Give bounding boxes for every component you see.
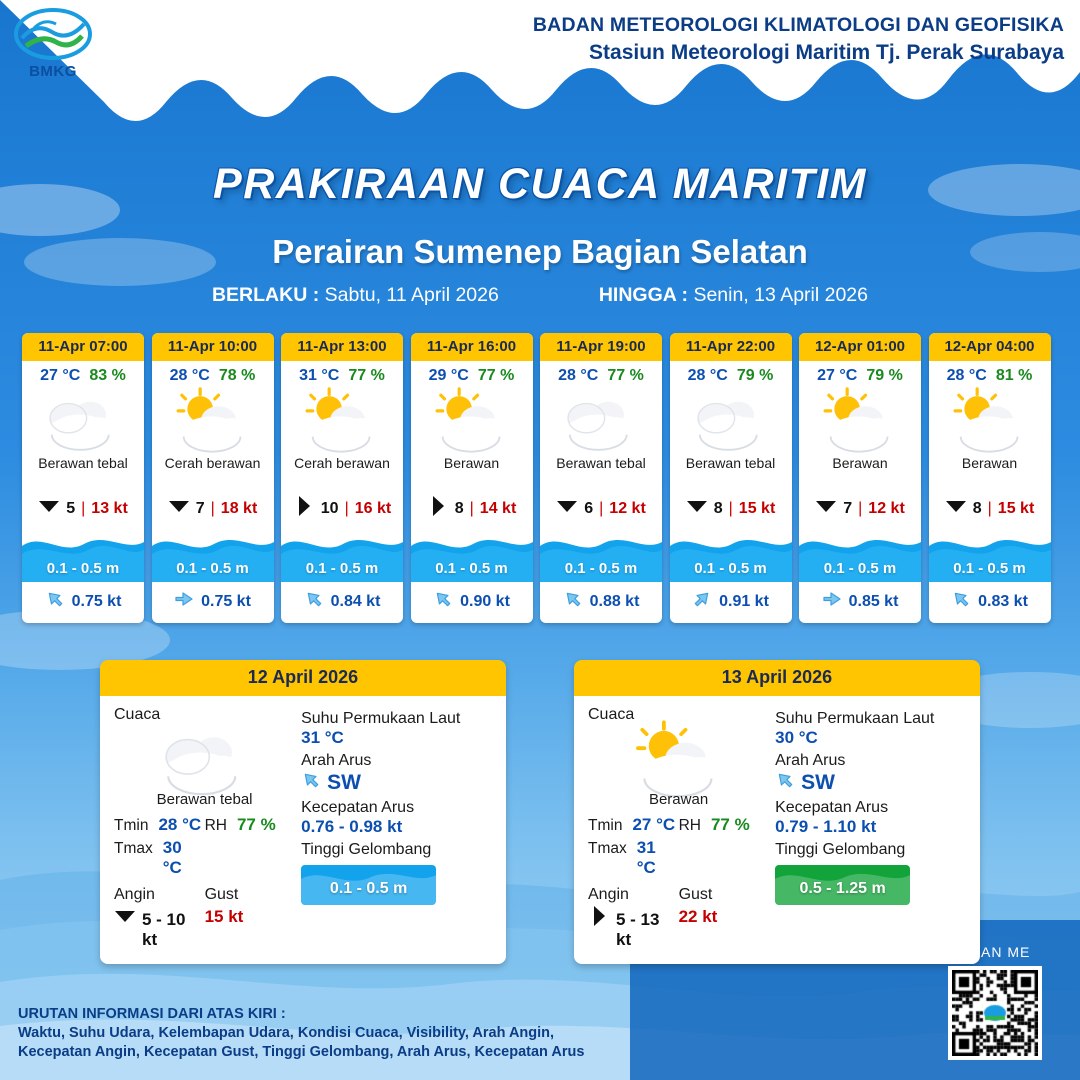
daily-wave-box — [301, 865, 436, 905]
hourly-current — [152, 582, 274, 623]
wind-direction-icon — [556, 497, 578, 520]
hourly-wind-direction-value: 10 — [320, 499, 339, 517]
gust-label: Gust — [678, 886, 713, 903]
hourly-condition: Berawan tebal — [556, 455, 646, 471]
hourly-wind-speed: 13 kt — [91, 499, 128, 517]
wind-separator: | — [344, 499, 349, 517]
hourly-wind — [540, 487, 662, 528]
wind-direction-icon — [588, 907, 610, 930]
wave-height-label: Tinggi Gelombang — [775, 841, 906, 858]
hourly-wind-direction-value: 8 — [972, 499, 982, 517]
hourly-temperature: 28 °C — [946, 367, 987, 384]
hourly-wave-height: 0.1 - 0.5 m — [564, 560, 638, 577]
daily-tmax: 30 °C — [162, 838, 182, 877]
agency-line-1: BADAN METEOROLOGI KLIMATOLOGI DAN GEOFISIKA — [532, 14, 1064, 36]
rh-label: RH — [678, 817, 701, 834]
hourly-condition: Berawan — [832, 455, 888, 471]
cloudy-icon — [540, 387, 662, 453]
hourly-card — [411, 333, 533, 623]
hourly-temp-rh — [411, 361, 533, 387]
hourly-wind-direction-value: 5 — [66, 499, 76, 517]
daily-sst: 31 °C — [301, 728, 344, 747]
hourly-condition: Cerah berawan — [164, 455, 261, 471]
cloudy-icon — [114, 727, 295, 791]
current-direction-icon — [822, 589, 842, 614]
hourly-wind-speed: 18 kt — [220, 499, 258, 517]
tmin-label: Tmin — [588, 817, 623, 834]
hourly-wind-direction-value: 7 — [843, 499, 853, 517]
daily-weather-label: Cuaca — [114, 706, 161, 723]
hourly-wave-band — [799, 528, 921, 582]
page-header — [0, 0, 1080, 88]
bmkg-logo-label: BMKG — [29, 63, 77, 80]
hourly-wave-height: 0.1 - 0.5 m — [176, 560, 249, 577]
hourly-wave-band — [929, 528, 1051, 582]
hourly-temp-rh — [929, 361, 1051, 387]
current-direction-label: Arah Arus — [775, 752, 846, 769]
hourly-wave-height: 0.1 - 0.5 m — [953, 560, 1026, 577]
daily-rh: 77 % — [236, 815, 276, 834]
current-direction-icon — [563, 589, 583, 614]
hourly-current — [929, 582, 1051, 623]
hourly-temp-rh — [670, 361, 792, 387]
hourly-condition: Berawan — [443, 455, 500, 471]
hourly-card — [152, 333, 274, 623]
partly-sunny-icon — [281, 387, 403, 453]
wind-direction-icon — [686, 497, 708, 520]
hourly-time: 11-Apr 07:00 — [22, 333, 144, 361]
hourly-humidity: 77 % — [477, 367, 515, 384]
tmax-label: Tmax — [588, 840, 627, 857]
hourly-current-speed: 0.88 kt — [589, 592, 640, 610]
hourly-wave-band — [540, 528, 662, 582]
daily-condition: Berawan tebal — [156, 791, 253, 808]
hourly-wind-direction-value: 8 — [713, 499, 723, 517]
valid-from-label: BERLAKU : — [211, 284, 320, 306]
wind-separator: | — [81, 499, 86, 517]
partly-sunny-icon — [152, 387, 274, 453]
hourly-temp-rh — [799, 361, 921, 387]
hourly-humidity: 79 % — [866, 367, 903, 384]
hourly-current — [540, 582, 662, 623]
hourly-temp-rh — [281, 361, 403, 387]
hourly-card — [281, 333, 403, 623]
hourly-wind-direction-value: 7 — [195, 499, 205, 517]
hourly-current-speed: 0.83 kt — [978, 592, 1028, 610]
sst-label: Suhu Permukaan Laut — [775, 710, 935, 727]
valid-from — [212, 284, 499, 307]
hourly-temp-rh — [152, 361, 274, 387]
legend-line-1: URUTAN INFORMASI DARI ATAS KIRI : — [18, 1005, 286, 1022]
tmax-label: Tmax — [114, 840, 153, 857]
hourly-wave-height: 0.1 - 0.5 m — [305, 560, 379, 577]
daily-current-direction: SW — [801, 770, 835, 794]
hourly-humidity: 78 % — [218, 367, 256, 384]
hourly-wave-band — [670, 528, 792, 582]
daily-date: 13 April 2026 — [574, 660, 980, 696]
hourly-wind-direction-value: 6 — [584, 499, 594, 517]
daily-current-speed: 0.76 - 0.98 kt — [301, 817, 403, 836]
valid-until-value: Senin, 13 April 2026 — [693, 284, 869, 306]
current-speed-label: Kecepatan Arus — [301, 799, 415, 816]
hourly-wave-band — [22, 528, 144, 582]
hourly-humidity: 77 % — [348, 367, 385, 384]
partly-sunny-icon — [799, 387, 921, 453]
wind-label: Angin — [114, 886, 155, 903]
hourly-current-speed: 0.91 kt — [719, 592, 769, 610]
current-direction-icon — [433, 589, 453, 614]
hourly-current-speed: 0.75 kt — [201, 592, 251, 610]
hourly-wind-speed: 14 kt — [479, 499, 517, 517]
valid-until — [599, 284, 868, 307]
hourly-wind — [152, 487, 274, 528]
gust-label: Gust — [204, 886, 239, 903]
wind-direction-icon — [114, 907, 136, 930]
partly-sunny-icon — [411, 387, 533, 453]
daily-wind: 5 - 13 kt — [616, 910, 660, 949]
hourly-wave-band — [152, 528, 274, 582]
wind-direction-icon — [38, 497, 60, 520]
daily-rh: 77 % — [710, 815, 750, 834]
wind-direction-icon — [427, 497, 449, 520]
hourly-temperature: 28 °C — [558, 367, 599, 384]
wave-height-label: Tinggi Gelombang — [301, 841, 432, 858]
hourly-card — [799, 333, 921, 623]
page-title: PRAKIRAAN CUACA MARITIM — [213, 160, 867, 208]
hourly-temp-rh — [22, 361, 144, 387]
scan-me-label: SCAN ME — [959, 944, 1031, 960]
daily-wave-height: 0.5 - 1.25 m — [799, 880, 886, 897]
daily-panel — [574, 660, 980, 964]
hourly-card — [22, 333, 144, 623]
hourly-condition: Cerah berawan — [294, 455, 390, 471]
wind-separator: | — [728, 499, 733, 517]
hourly-wave-height: 0.1 - 0.5 m — [435, 560, 508, 577]
hourly-time: 11-Apr 19:00 — [540, 333, 662, 361]
wind-separator: | — [599, 499, 604, 517]
daily-gust: 15 kt — [204, 907, 244, 926]
partly-sunny-icon — [929, 387, 1051, 453]
daily-current-speed: 0.79 - 1.10 kt — [775, 817, 877, 836]
hourly-wave-height: 0.1 - 0.5 m — [694, 560, 767, 577]
hourly-temperature: 27 °C — [40, 367, 81, 384]
wind-label: Angin — [588, 886, 629, 903]
hourly-condition: Berawan — [961, 455, 1018, 471]
daily-tmax: 31 °C — [636, 838, 656, 877]
wind-separator: | — [858, 499, 863, 517]
current-speed-label: Kecepatan Arus — [775, 799, 889, 816]
hourly-time: 11-Apr 22:00 — [670, 333, 792, 361]
current-direction-label: Arah Arus — [301, 752, 372, 769]
hourly-wind-speed: 16 kt — [354, 499, 392, 517]
current-direction-icon — [174, 589, 194, 614]
daily-wave-box — [775, 865, 910, 905]
legend-note — [18, 1005, 638, 1062]
daily-wave-height: 0.1 - 0.5 m — [329, 880, 408, 897]
hourly-card — [670, 333, 792, 623]
current-direction-icon — [45, 589, 65, 614]
rh-label: RH — [204, 817, 227, 834]
hourly-wave-band — [281, 528, 403, 582]
hourly-temperature: 29 °C — [428, 367, 469, 384]
cloudy-icon — [670, 387, 792, 453]
bmkg-logo — [14, 8, 92, 82]
wind-separator: | — [987, 499, 992, 517]
hourly-current-speed: 0.84 kt — [330, 592, 381, 610]
qr-zone — [910, 944, 1080, 1080]
qr-code[interactable] — [948, 966, 1042, 1060]
hourly-temperature: 28 °C — [169, 367, 210, 384]
hourly-temperature: 31 °C — [299, 367, 340, 384]
hourly-condition: Berawan tebal — [685, 455, 776, 471]
hourly-card — [540, 333, 662, 623]
wind-separator: | — [210, 499, 215, 517]
valid-from-value: Sabtu, 11 April 2026 — [324, 284, 499, 306]
hourly-wind — [929, 487, 1051, 528]
daily-forecast-row — [0, 660, 1080, 964]
hourly-temperature: 28 °C — [687, 367, 728, 384]
legend-line-2: Waktu, Suhu Udara, Kelembapan Udara, Kondisi Cuaca, Visibility, Arah Angin, — [18, 1024, 555, 1041]
partly-sunny-icon — [588, 727, 769, 791]
current-direction-icon — [692, 589, 712, 614]
wind-direction-icon — [945, 497, 967, 520]
current-direction-icon — [951, 589, 971, 614]
hourly-time: 12-Apr 04:00 — [929, 333, 1051, 361]
daily-condition: Berawan — [648, 791, 709, 808]
daily-date: 12 April 2026 — [100, 660, 506, 696]
hourly-temperature: 27 °C — [817, 367, 858, 384]
daily-wind: 5 - 10 kt — [142, 910, 186, 949]
agency-title — [533, 8, 1064, 65]
validity-dates — [0, 284, 1080, 307]
hourly-wind-speed: 15 kt — [997, 499, 1035, 517]
hourly-humidity: 83 % — [89, 367, 126, 384]
hourly-current — [281, 582, 403, 623]
hourly-current-speed: 0.85 kt — [848, 592, 899, 610]
legend-line-3: Kecepatan Angin, Kecepatan Gust, Tinggi Gelombang, Arah Arus, Kecepatan Arus — [18, 1043, 585, 1060]
daily-tmin: 28 °C — [158, 815, 202, 834]
daily-weather-label: Cuaca — [588, 706, 635, 723]
valid-until-label: HINGGA : — [598, 284, 689, 306]
agency-line-2: Stasiun Meteorologi Maritim Tj. Perak Surabaya — [589, 41, 1064, 64]
hourly-wind — [411, 487, 533, 528]
hourly-wind-speed: 12 kt — [609, 499, 646, 517]
hourly-current — [411, 582, 533, 623]
wind-direction-icon — [293, 497, 315, 520]
area-subtitle: Perairan Sumenep Bagian Selatan — [272, 233, 808, 270]
hourly-forecast-row — [22, 333, 1060, 623]
current-direction-icon — [775, 770, 795, 795]
hourly-condition: Berawan tebal — [38, 455, 128, 471]
wind-separator: | — [469, 499, 474, 517]
daily-tmin: 27 °C — [632, 815, 676, 834]
hourly-time: 11-Apr 10:00 — [152, 333, 274, 361]
hourly-time: 11-Apr 13:00 — [281, 333, 403, 361]
hourly-wind-direction-value: 8 — [454, 499, 464, 517]
daily-gust: 22 kt — [678, 907, 718, 926]
hourly-temp-rh — [540, 361, 662, 387]
hourly-current — [670, 582, 792, 623]
hourly-wind-speed: 15 kt — [738, 499, 776, 517]
hourly-wind — [22, 487, 144, 528]
hourly-wind — [799, 487, 921, 528]
daily-panel — [100, 660, 506, 964]
hourly-wave-band — [411, 528, 533, 582]
daily-current-direction: SW — [327, 770, 361, 794]
cloudy-icon — [22, 387, 144, 453]
current-direction-icon — [301, 770, 321, 795]
hourly-wave-height: 0.1 - 0.5 m — [46, 560, 120, 577]
hourly-wind — [281, 487, 403, 528]
hourly-card — [929, 333, 1051, 623]
hourly-humidity: 79 % — [736, 367, 774, 384]
wind-direction-icon — [168, 497, 190, 520]
hourly-humidity: 77 % — [607, 367, 644, 384]
hourly-wind — [670, 487, 792, 528]
hourly-time: 12-Apr 01:00 — [799, 333, 921, 361]
hourly-wave-height: 0.1 - 0.5 m — [823, 560, 897, 577]
current-direction-icon — [304, 589, 324, 614]
hourly-current — [799, 582, 921, 623]
sst-label: Suhu Permukaan Laut — [301, 710, 461, 727]
tmin-label: Tmin — [114, 817, 149, 834]
hourly-time: 11-Apr 16:00 — [411, 333, 533, 361]
hourly-current — [22, 582, 144, 623]
hourly-current-speed: 0.90 kt — [460, 592, 510, 610]
hourly-current-speed: 0.75 kt — [71, 592, 122, 610]
wind-direction-icon — [815, 497, 837, 520]
hourly-wind-speed: 12 kt — [868, 499, 905, 517]
hourly-humidity: 81 % — [995, 367, 1033, 384]
daily-sst: 30 °C — [775, 728, 818, 747]
